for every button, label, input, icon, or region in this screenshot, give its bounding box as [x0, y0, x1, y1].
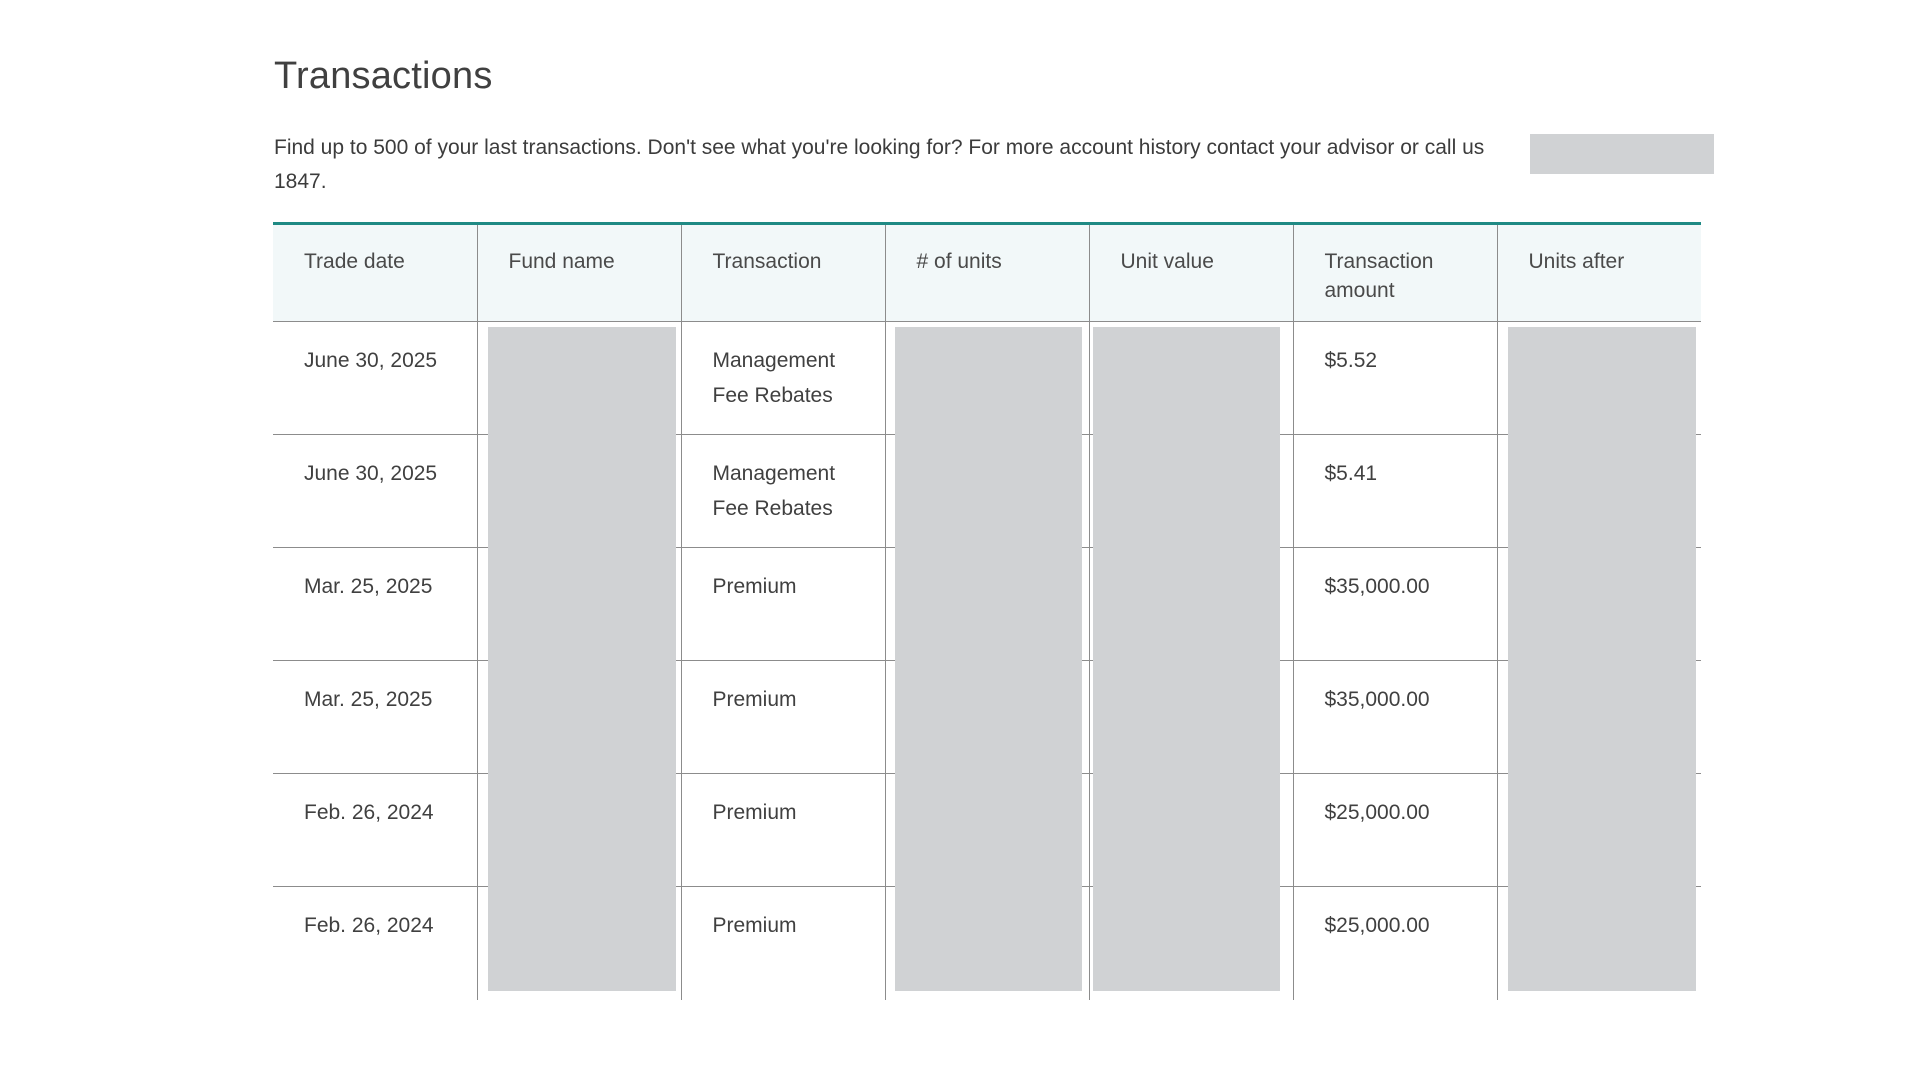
column-header-units-after: Units after — [1497, 224, 1701, 322]
column-header-units: # of units — [885, 224, 1089, 322]
units-after-redaction — [1508, 327, 1696, 991]
transaction-amount-cell: $5.52 — [1293, 322, 1497, 435]
intro-line-2: 1847. — [274, 170, 327, 193]
column-header-fund-name: Fund name — [477, 224, 681, 322]
header-row — [273, 224, 1701, 322]
trade-date-cell: Mar. 25, 2025 — [273, 661, 477, 774]
table-header — [273, 224, 1701, 322]
units-redaction — [895, 327, 1082, 991]
transaction-cell: Management Fee Rebates — [681, 435, 885, 548]
column-header-transaction: Transaction — [681, 224, 885, 322]
intro-text — [274, 131, 1714, 199]
transaction-amount-cell: $35,000.00 — [1293, 548, 1497, 661]
transaction-cell: Premium — [681, 887, 885, 1000]
transaction-amount-cell: $25,000.00 — [1293, 887, 1497, 1000]
transaction-cell: Management Fee Rebates — [681, 322, 885, 435]
fund-name-redaction — [488, 327, 676, 991]
column-header-trade-date: Trade date — [273, 224, 477, 322]
intro-line-1: Find up to 500 of your last transactions. Don't see what you're looking for? For more account history contact your advisor or call us — [274, 136, 1485, 159]
page-title: Transactions — [274, 55, 493, 97]
transaction-cell: Premium — [681, 661, 885, 774]
trade-date-cell: June 30, 2025 — [273, 322, 477, 435]
transaction-amount-cell: $35,000.00 — [1293, 661, 1497, 774]
column-header-transaction-amount: Transaction amount — [1293, 224, 1497, 322]
transaction-cell: Premium — [681, 774, 885, 887]
unit-value-redaction — [1093, 327, 1280, 991]
trade-date-cell: Feb. 26, 2024 — [273, 887, 477, 1000]
trade-date-cell: Feb. 26, 2024 — [273, 774, 477, 887]
transaction-amount-cell: $25,000.00 — [1293, 774, 1497, 887]
transaction-cell: Premium — [681, 548, 885, 661]
transaction-amount-cell: $5.41 — [1293, 435, 1497, 548]
trade-date-cell: June 30, 2025 — [273, 435, 477, 548]
trade-date-cell: Mar. 25, 2025 — [273, 548, 477, 661]
phone-number-redaction — [1530, 134, 1714, 174]
column-header-unit-value: Unit value — [1089, 224, 1293, 322]
